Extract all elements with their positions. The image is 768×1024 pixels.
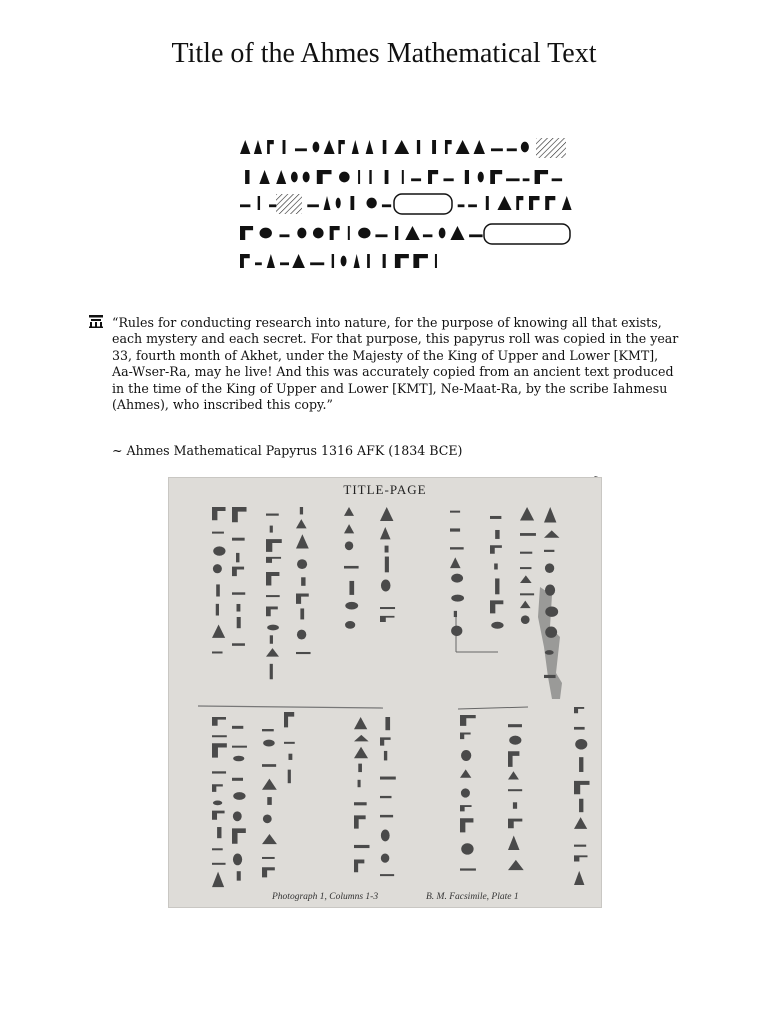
glyph-mark [212,735,227,737]
glyph-mark [520,593,534,595]
glyph-mark [300,507,303,514]
glyph-mark [262,764,276,767]
glyph-mark [348,226,350,240]
glyph-mark [212,532,224,534]
glyph-mark [366,198,376,209]
glyph-mark [233,756,244,761]
glyph-mark [240,204,250,207]
glyph-mark [552,178,562,181]
glyph-mark [450,547,464,549]
glyph-mark [497,196,511,210]
papyrus-facsimile-photo [168,477,602,908]
glyph-mark [443,178,453,181]
glyph-mark [237,871,241,880]
glyph-mark [490,170,502,184]
glyph-mark [245,170,249,184]
glyph-mark [490,516,501,519]
glyph-mark [402,170,404,184]
glyph-mark [545,606,558,616]
glyph-mark [232,592,245,594]
glyph-mark [428,170,438,184]
figure-caption-left: Photograph 1, Columns 1-3 [272,892,379,902]
glyph-mark [258,196,260,210]
hieroglyph-transcription [232,108,582,278]
glyph-mark [267,254,275,268]
glyph-mark [460,868,476,870]
glyph-mark [233,792,245,800]
glyph-mark [380,607,395,609]
glyph-mark [513,802,517,808]
glyph-mark [495,530,499,539]
glyph-mark [574,727,585,730]
glyph-mark [236,553,239,562]
glyph-mark [212,651,223,653]
glyph-mark [478,172,484,183]
glyph-mark [384,751,387,761]
glyph-mark [336,198,341,209]
glyph-mark [240,140,250,154]
glyph-mark [494,563,498,569]
glyph-mark [450,528,460,531]
glyph-mark [382,204,391,207]
glyph-mark [358,228,370,239]
glyph-mark [295,148,307,151]
glyph-mark [413,254,428,268]
glyph-mark [270,526,273,533]
glyph-mark [474,140,485,154]
glyph-mark [288,770,291,784]
glyph-mark [385,557,389,573]
glyph-mark [341,256,347,267]
glyph-mark [451,574,463,583]
glyph-mark [445,140,452,154]
glyph-mark [385,170,389,184]
glyph-mark [263,814,272,823]
glyph-mark [212,863,226,865]
glyph-mark [395,254,409,268]
glyph-mark [267,140,274,154]
glyph-mark [381,580,391,592]
glyph-mark [465,170,469,184]
glyph-mark [506,178,519,181]
glyph-mark [520,533,536,536]
glyph-mark [508,724,522,727]
glyph-mark [263,740,275,747]
quote-line: (Ahmes), who inscribed this copy.” [112,397,333,413]
glyph-mark [267,625,279,631]
glyph-mark [579,757,583,772]
glyph-mark [521,615,530,624]
glyph-mark [279,234,289,237]
glyph-mark [240,226,253,240]
glyph-mark [451,626,462,636]
glyph-mark [486,196,489,210]
glyph-mark [380,815,393,818]
glyph-mark [216,584,220,596]
glyph-mark [375,234,387,237]
glyph-mark [358,170,360,184]
glyph-mark [313,142,320,153]
quote-line: “Rules for conducting research into nature, for the purpose of knowing all that exists, [112,315,662,330]
glyph-mark [491,148,503,151]
glyph-mark [300,608,304,619]
glyph-mark [307,204,319,207]
glyph-mark [545,627,557,638]
glyph-mark [509,736,521,745]
glyph-mark [240,254,250,268]
glyph-mark [423,234,433,237]
glyph-mark [381,854,389,863]
glyph-mark [267,797,272,805]
glyph-mark [579,799,583,812]
glyph-mark [270,635,273,643]
glyph-mark [417,140,420,154]
hieroglyph-bullet-icon [88,313,104,329]
glyph-mark [516,196,523,210]
glyph-mark [450,226,464,240]
attribution: ~ Ahmes Mathematical Papyrus 1316 AFK (1834 BCE) [112,443,463,458]
glyph-mark [237,604,241,612]
glyph-mark [454,611,457,617]
glyph-mark [262,729,274,731]
glyph-mark [367,254,370,268]
glyph-mark [310,262,324,265]
glyph-mark [317,170,332,184]
glyph-mark [233,854,242,866]
glyph-mark [297,559,307,569]
glyph-mark [468,204,477,207]
glyph-mark [521,142,529,153]
glyph-mark [237,617,241,628]
glyph-mark [545,650,554,655]
glyph-mark [297,228,306,239]
glyph-mark [349,581,354,595]
glyph-mark [544,675,556,678]
glyph-mark [405,226,420,240]
glyph-mark [358,780,361,787]
glyph-mark [461,843,473,854]
figure-caption-right: B. M. Facsimile, Plate 1 [426,892,519,902]
glyph-mark [354,802,367,805]
glyph-mark [411,178,421,181]
glyph-mark [233,811,242,821]
glyph-mark [213,546,225,555]
page-title: Title of the Ahmes Mathematical Text [171,38,597,69]
glyph-mark [297,630,306,640]
glyph-mark [535,170,548,184]
glyph-mark [344,566,359,569]
glyph-mark [450,511,460,513]
glyph-mark [439,228,446,239]
glyph-mark [358,764,362,772]
glyph-mark [575,739,587,750]
glyph-mark [495,578,499,594]
glyph-mark [266,514,279,516]
quote-line: 33, fourth month of Akhet, under the Majesty of the King of Upper and Lower [KMT], [112,347,659,363]
glyph-mark [354,254,360,268]
glyph-mark [280,262,289,265]
glyph-mark [366,140,374,154]
glyph-mark [216,604,219,616]
glyph-mark [332,254,334,268]
glyph-mark [350,196,354,210]
glyph-mark [339,172,350,183]
glyph-mark [562,196,572,210]
glyph-mark [451,595,464,602]
glyph-mark [262,857,275,859]
glyph-mark [232,726,243,729]
glyph-mark [507,148,517,151]
glyph-mark [369,170,371,184]
glyph-mark [212,771,226,773]
glyph-mark [545,563,554,573]
glyph-mark [435,254,437,268]
glyph-mark [217,827,221,838]
glyph-mark [461,750,471,761]
glyph-mark [260,228,272,239]
glyph-mark [303,172,310,183]
glyph-mark [383,254,386,268]
quote-block [112,315,687,413]
glyph-mark [520,552,532,554]
glyph-mark [345,621,355,629]
glyph-mark [292,254,305,268]
glyph-mark [394,140,409,154]
glyph-mark [523,178,530,181]
glyph-mark [458,204,465,207]
glyph-mark [266,595,280,597]
glyph-mark [232,538,245,541]
glyph-mark [212,848,223,850]
glyph-mark [395,226,398,240]
quote-line: in the time of the King of Upper and Lower [KMT], Ne-Maat-Ra, by the scribe Iahmesu [112,380,668,396]
glyph-mark [283,140,286,154]
glyph-mark [574,845,586,847]
glyph-mark [520,567,531,569]
glyph-mark [529,196,539,210]
glyph-mark [461,788,470,797]
glyph-mark [383,140,387,154]
glyph-mark [545,196,555,210]
glyph-mark [276,170,286,184]
glyph-mark [296,652,311,654]
glyph-mark [255,262,262,265]
glyph-mark [254,140,262,154]
glyph-mark [545,584,555,595]
glyph-mark [284,742,295,744]
glyph-mark [232,778,243,781]
glyph-mark [324,196,331,210]
glyph-mark [380,796,391,798]
glyph-mark [380,777,396,780]
glyph-mark [385,546,389,553]
glyph-mark [213,564,222,573]
glyph-mark [330,226,340,240]
glyph-mark [345,602,358,610]
glyph-mark [313,228,324,239]
glyph-mark [469,234,482,237]
glyph-mark [385,717,390,730]
glyph-mark [232,746,247,748]
glyph-mark [381,830,390,842]
glyph-mark [270,664,273,679]
glyph-mark [491,622,503,629]
glyph-mark [213,801,222,806]
glyph-mark [232,643,245,646]
figure-title: TITLE-PAGE [343,482,427,497]
glyph-mark [301,577,305,586]
glyph-mark [544,550,554,552]
glyph-mark [269,204,276,207]
glyph-mark [432,140,436,154]
glyph-mark [352,140,359,154]
glyph-mark [345,541,353,550]
glyph-mark [324,140,335,154]
glyph-mark [291,172,298,183]
glyph-mark [456,140,470,154]
glyph-mark [288,754,292,760]
glyph-mark [380,874,394,876]
glyph-mark [259,170,269,184]
quote-line: each mystery and each secret. For that purpose, this papyrus roll was copied in the year [112,331,679,347]
glyph-mark [508,789,522,791]
quote-line: Aa-Wser-Ra, may he live! And this was accurately copied from an ancient text produced [112,364,674,380]
glyph-mark [354,845,369,848]
glyph-mark [338,140,344,154]
